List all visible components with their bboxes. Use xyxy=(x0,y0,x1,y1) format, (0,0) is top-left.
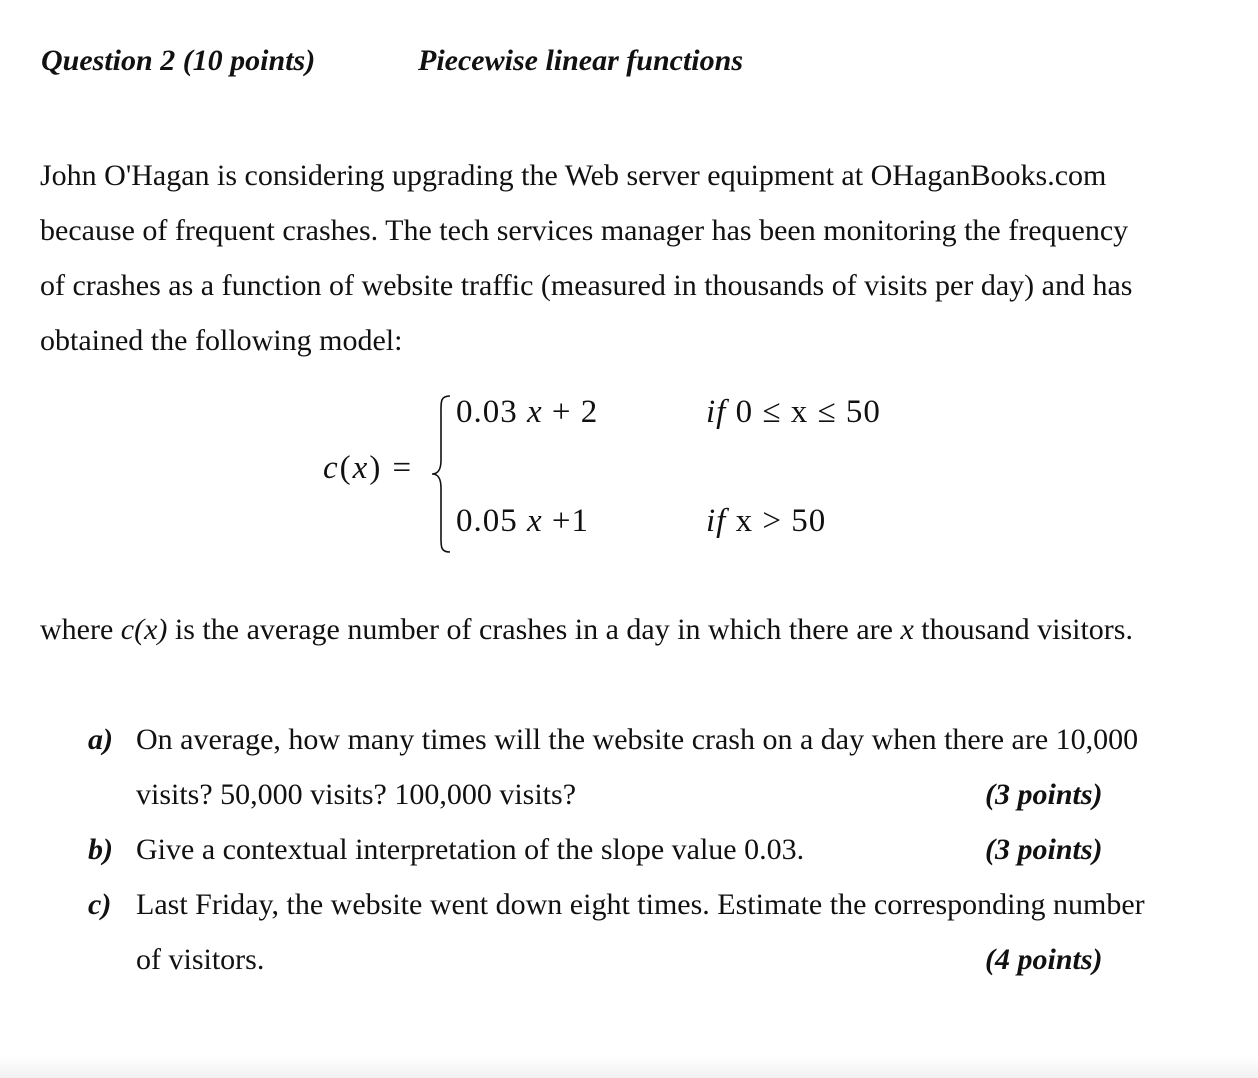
intro-line: because of frequent crashes. The tech services manager has been monitoring the frequency xyxy=(40,214,1129,247)
part-b-label: b) xyxy=(88,833,113,866)
part-c-row-1 xyxy=(0,877,1258,932)
case-2-coefficient: 0.05 xyxy=(456,503,518,539)
part-c-label: c) xyxy=(88,888,112,921)
where-variable: x xyxy=(900,613,914,646)
piecewise-equation xyxy=(0,390,1258,560)
part-c-row-2 xyxy=(0,932,1258,987)
case-2-constant: +1 xyxy=(551,503,590,539)
page-bottom-edge xyxy=(0,1056,1258,1078)
case-2-if: if xyxy=(706,503,727,539)
case-1-variable: x xyxy=(527,394,543,430)
question-topic: Piecewise linear functions xyxy=(418,44,743,77)
part-a-label: a) xyxy=(88,723,113,756)
where-sentence xyxy=(40,602,1200,657)
case-1-expression xyxy=(456,394,598,431)
case-1-coefficient: 0.03 xyxy=(456,394,518,430)
part-a-row-2 xyxy=(0,767,1258,822)
equation-lhs: c(x) = xyxy=(323,450,414,486)
intro-line: John O'Hagan is considering upgrading the Web server equipment at OHaganBooks.com xyxy=(40,159,1107,192)
part-b-text: Give a contextual interpretation of the slope value 0.03. xyxy=(136,833,805,866)
where-line xyxy=(40,602,1200,657)
intro-paragraph xyxy=(40,148,1200,368)
where-pre: where xyxy=(40,613,121,646)
where-function: c(x) xyxy=(120,613,168,646)
equation-variable: x xyxy=(352,450,370,486)
where-post: thousand visitors. xyxy=(913,613,1133,646)
part-a-text-line-2: visits? 50,000 visits? 100,000 visits? xyxy=(136,778,577,811)
case-2-range: x > 50 xyxy=(735,503,827,539)
where-mid: is the average number of crashes in a day in which there are xyxy=(167,613,901,646)
intro-line: obtained the following model: xyxy=(40,324,403,357)
part-a-points: (3 points) xyxy=(985,778,1103,811)
case-1-range: 0 ≤ x ≤ 50 xyxy=(735,394,881,430)
case-1-if: if xyxy=(706,394,727,430)
case-1-condition xyxy=(706,394,881,431)
part-c-text-line-2: of visitors. xyxy=(136,943,265,976)
case-2-condition xyxy=(706,503,826,540)
equation-function-name: c xyxy=(323,450,340,486)
left-brace-icon xyxy=(430,394,454,554)
case-2-variable: x xyxy=(527,503,543,539)
case-1-constant: + 2 xyxy=(551,394,599,430)
question-number: Question 2 (10 points) xyxy=(41,44,316,77)
part-c-points: (4 points) xyxy=(985,943,1103,976)
part-b-row xyxy=(0,822,1258,877)
part-a-row-1 xyxy=(0,712,1258,767)
part-a-text-line-1: On average, how many times will the website crash on a day when there are 10,000 xyxy=(136,723,1139,756)
case-2-expression xyxy=(456,503,589,540)
part-b-points: (3 points) xyxy=(985,833,1103,866)
part-c-text-line-1: Last Friday, the website went down eight times. Estimate the corresponding number xyxy=(136,888,1145,921)
intro-line: of crashes as a function of website traffic (measured in thousands of visits per day) and has xyxy=(40,269,1133,302)
